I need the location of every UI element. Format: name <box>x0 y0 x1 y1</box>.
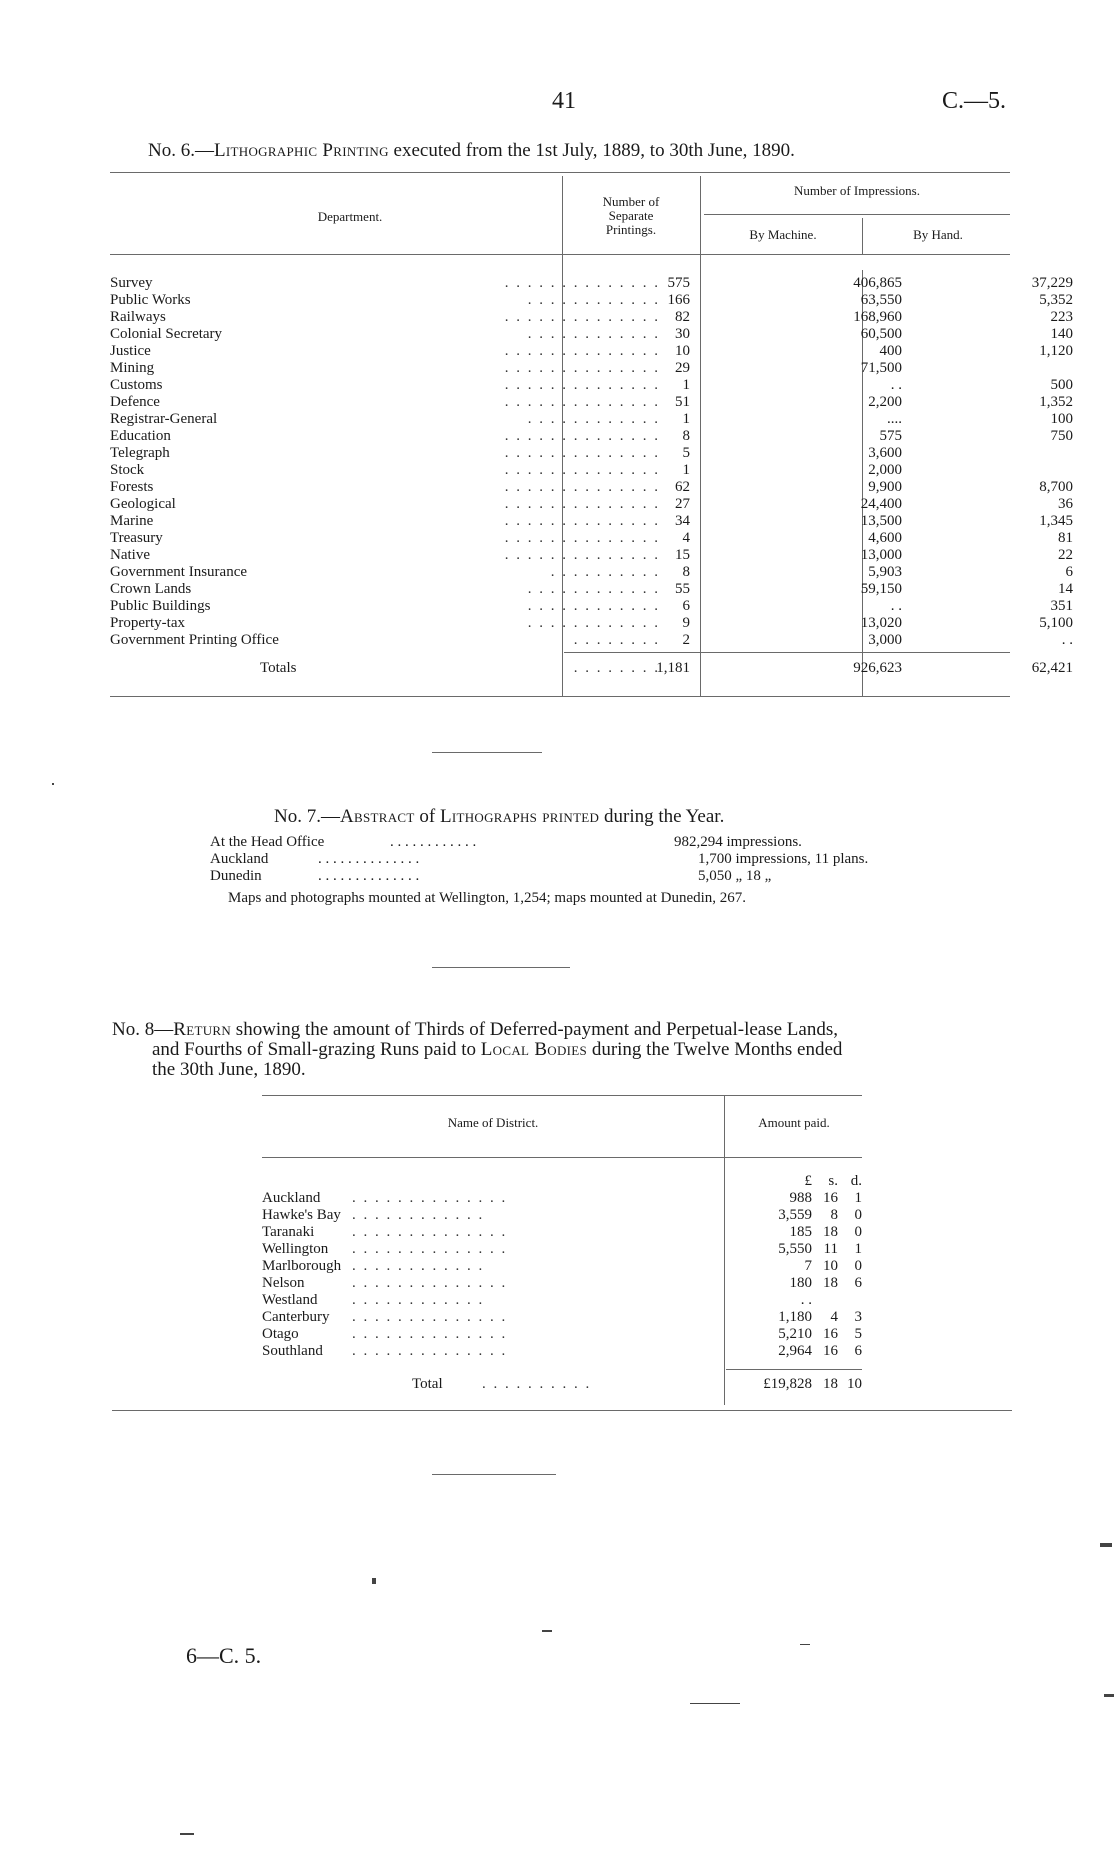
printings-value: 1 <box>682 462 690 478</box>
district-name: Taranaki <box>262 1224 315 1240</box>
machine-value: 63,550 <box>860 292 902 308</box>
printings-value: 8 <box>682 564 690 580</box>
department-name: Railways <box>110 309 166 325</box>
table8-title-line2-a: and Fourths of Small-grazing Runs paid to <box>152 1039 481 1060</box>
machine-value: 4,600 <box>868 530 902 546</box>
table6-number: No. 6.— <box>148 140 214 161</box>
hand-value: 5,352 <box>1039 292 1073 308</box>
table8-title-line1: showing the amount of Thirds of Deferred-payment and Perpetual-lease Lands, <box>231 1019 838 1040</box>
amount-pence: 0 <box>854 1224 862 1240</box>
table8-top-rule <box>262 1095 862 1096</box>
table-row <box>110 513 1073 530</box>
leader-dots: . . . . . . . . . . . . . . <box>504 479 660 495</box>
leader-dots: . . . . . . . . . . . . . . <box>504 394 660 410</box>
table8-header-amount: Amount paid. <box>758 1115 830 1130</box>
footer-reference: 6—C. 5. <box>186 1643 262 1668</box>
department-name: Property-tax <box>110 615 185 631</box>
department-name: Forests <box>110 479 154 495</box>
department-name: Registrar-General <box>110 411 218 427</box>
abstract-value: 1,700 impressions, 11 plans. <box>698 851 869 867</box>
totals-machine: 926,623 <box>853 660 902 676</box>
department-name: Geological <box>110 496 176 512</box>
page-number: 41 <box>552 88 576 114</box>
table-row <box>262 1292 862 1309</box>
amount-pounds: 7 <box>804 1258 812 1274</box>
machine-value: 60,500 <box>860 326 902 342</box>
amount-pence: 1 <box>854 1241 862 1257</box>
district-name: Hawke's Bay <box>262 1207 341 1223</box>
scan-speck <box>1104 1694 1114 1697</box>
table-row <box>110 326 1073 343</box>
section-divider <box>432 1474 556 1475</box>
leader-dots: . . . . . . . . . . <box>482 1376 592 1392</box>
district-name: Westland <box>262 1292 318 1308</box>
department-name: Stock <box>110 462 145 478</box>
amount-shillings: 18 <box>823 1275 838 1291</box>
table-row <box>110 598 1073 615</box>
machine-value: 13,000 <box>860 547 902 563</box>
department-name: Public Works <box>110 292 191 308</box>
hand-value: 14 <box>1058 581 1073 597</box>
district-name: Southland <box>262 1343 323 1359</box>
table7-title-caps1: Abstract <box>339 806 415 827</box>
unit-pounds: £ <box>804 1173 812 1189</box>
unit-shillings: s. <box>828 1173 838 1189</box>
abstract-value: 5,050 „ 18 „ <box>698 868 772 884</box>
table-row <box>110 275 1073 292</box>
table-row <box>110 411 1073 428</box>
table8-title-caps1: Return <box>173 1019 232 1040</box>
table-row <box>262 1309 862 1326</box>
department-name: Mining <box>110 360 155 376</box>
hand-value: 750 <box>1050 428 1073 444</box>
machine-value: 168,960 <box>853 309 902 325</box>
table8-title-caps2: Local Bodies <box>480 1039 588 1060</box>
units-row <box>262 1173 862 1190</box>
department-name: Treasury <box>110 530 163 546</box>
table-row <box>262 1241 862 1258</box>
leader-dots: . . . . . . . . . . . . . . <box>504 496 660 512</box>
machine-value: 9,900 <box>868 479 902 495</box>
table-row <box>262 1207 862 1224</box>
abstract-label: At the Head Office <box>210 834 325 850</box>
table8-title <box>112 1020 1012 1080</box>
leader-dots: . . . . . . . . . . . . . . <box>318 851 420 867</box>
hand-value: 22 <box>1058 547 1073 563</box>
printings-value: 8 <box>682 428 690 444</box>
hand-value: 140 <box>1050 326 1073 342</box>
amount-shillings: 10 <box>823 1258 838 1274</box>
amount-pounds: 180 <box>789 1275 812 1291</box>
table6-totals-row <box>110 660 1073 677</box>
district-name: Auckland <box>262 1190 321 1206</box>
amount-pence: 3 <box>854 1309 862 1325</box>
printings-value: 34 <box>675 513 690 529</box>
table-row <box>110 343 1073 360</box>
table-row <box>110 292 1073 309</box>
amount-pence: 0 <box>854 1207 862 1223</box>
amount-shillings: 11 <box>823 1241 838 1257</box>
leader-dots: . . . . . . . . . . . . <box>527 326 660 342</box>
table-row <box>110 564 1073 581</box>
machine-value: 2,000 <box>868 462 902 478</box>
scan-speck <box>52 783 54 785</box>
printings-value: 51 <box>675 394 690 410</box>
table-row <box>110 428 1073 445</box>
table-row <box>110 360 1010 377</box>
leader-dots: . . . . . . . . . . . . . . <box>504 275 660 291</box>
leader-dots: . . . . . . . . . . . . <box>527 615 660 631</box>
table8-total-row <box>262 1376 862 1393</box>
leader-dots: . . . . . . . . . . . . . . <box>504 547 660 563</box>
table6-top-rule <box>110 172 1010 173</box>
machine-value: 400 <box>879 343 902 359</box>
leader-dots: . . . . . . . . . . . . . . <box>504 530 660 546</box>
table8-number: No. 8— <box>112 1019 174 1040</box>
total-label: Total <box>412 1376 443 1392</box>
leader-dots: . . . . . . . . . . . . . . <box>352 1275 508 1291</box>
table6-header-machine: By Machine. <box>749 227 817 242</box>
leader-dots: . . . . . . . . . . . . <box>352 1292 485 1308</box>
leader-dots: . . . . . . . . . . . . . . <box>352 1309 508 1325</box>
total-shillings: 18 <box>823 1376 838 1392</box>
table8-title-line2 <box>112 1040 1012 1060</box>
leader-dots: . . . . . . . . . . . . . . <box>352 1343 508 1359</box>
table-row <box>262 1258 862 1275</box>
leader-dots: . . . . . . . . . . . . . . <box>504 462 660 478</box>
amount-pence: 6 <box>854 1275 862 1291</box>
amount-pounds: 5,550 <box>778 1241 812 1257</box>
machine-value: 24,400 <box>860 496 902 512</box>
leader-dots: . . . . . . . . . . . . . . <box>504 513 660 529</box>
table6-header-impressions: Number of Impressions. <box>793 183 920 198</box>
table6-bottom-rule <box>110 696 1010 697</box>
table6-header-hand: By Hand. <box>913 227 963 242</box>
department-name: Government Printing Office <box>110 632 279 648</box>
printings-value: 1 <box>682 411 690 427</box>
table8-header-district: Name of District. <box>447 1115 539 1130</box>
printings-value: 55 <box>675 581 690 597</box>
leader-dots: . . . . . . . . . . . . . . <box>318 868 420 884</box>
leader-dots: . . . . . . . . . . . . <box>527 411 660 427</box>
amount-shillings: 8 <box>830 1207 838 1223</box>
leader-dots: . . . . . . . . . . . . . . <box>352 1190 508 1206</box>
unit-pence: d. <box>850 1173 862 1189</box>
table-row <box>110 496 1073 513</box>
table6-header-printings-line1: Number of <box>602 194 660 209</box>
printings-value: 9 <box>682 615 690 631</box>
leader-dots: . . . . . . . . . . . . <box>390 834 477 850</box>
department-name: Telegraph <box>110 445 170 461</box>
machine-value: 2,200 <box>868 394 902 410</box>
abstract-row <box>210 868 910 885</box>
table-row <box>262 1190 862 1207</box>
amount-pence: 1 <box>854 1190 862 1206</box>
amount-pence: 0 <box>854 1258 862 1274</box>
table6-header-rule <box>110 254 1010 255</box>
machine-value: 3,000 <box>868 632 902 648</box>
printings-value: 10 <box>675 343 690 359</box>
leader-dots: . . . . . . . . . . . . . . <box>352 1326 508 1342</box>
leader-dots: . . . . . . . . . . . . . . <box>504 377 660 393</box>
leader-dots: . . . . . . . . . . . . . . <box>504 445 660 461</box>
amount-pounds: 1,180 <box>778 1309 812 1325</box>
leader-dots: . . . . . . . . <box>573 632 660 648</box>
hand-value: 1,120 <box>1039 343 1073 359</box>
printings-value: 1 <box>682 377 690 393</box>
department-name: Colonial Secretary <box>110 326 223 342</box>
table-row <box>110 394 1073 411</box>
machine-value: 5,903 <box>868 564 902 580</box>
hand-value: 500 <box>1050 377 1073 393</box>
table-row <box>262 1224 862 1241</box>
leader-dots: . . . . . . . . . . . . <box>527 292 660 308</box>
district-name: Otago <box>262 1326 299 1342</box>
leader-dots: . . . . . . . . . . . . . . <box>504 309 660 325</box>
leader-dots: . . . . . . . . <box>573 660 660 676</box>
hand-value: 1,345 <box>1039 513 1073 529</box>
machine-value: 59,150 <box>860 581 902 597</box>
hand-value: 100 <box>1050 411 1073 427</box>
district-name: Wellington <box>262 1241 329 1257</box>
scan-speck <box>180 1833 194 1835</box>
table6-subheader-divider <box>862 218 863 254</box>
abstract-label: Auckland <box>210 851 269 867</box>
table7-title-caps2: Lithographs printed <box>439 806 600 827</box>
amount-pounds: 2,964 <box>778 1343 812 1359</box>
machine-value: 575 <box>879 428 902 444</box>
leader-dots: . . . . . . . . . . . . . . <box>504 428 660 444</box>
hand-value: 36 <box>1058 496 1073 512</box>
abstract-row <box>210 851 910 868</box>
abstract-row <box>210 834 910 851</box>
table7-note: Maps and photographs mounted at Wellington, 1,254; maps mounted at Dunedin, 267. <box>228 890 747 906</box>
table-row <box>110 530 1073 547</box>
hand-value: 8,700 <box>1039 479 1073 495</box>
table7-number: No. 7.— <box>274 806 340 827</box>
abstract-label: Dunedin <box>210 868 262 884</box>
scan-speck <box>542 1630 552 1632</box>
table-row <box>110 632 1073 649</box>
table-row <box>262 1343 862 1360</box>
amount-shillings: 4 <box>830 1309 838 1325</box>
table8-title-line2-b: during the Twelve Months ended <box>587 1039 843 1060</box>
printings-value: 82 <box>675 309 690 325</box>
table6-header-printings-line3: Printings. <box>605 222 657 237</box>
table-row <box>110 309 1073 326</box>
machine-value: . . <box>890 598 902 614</box>
table8-title-line3: the 30th June, 1890. <box>152 1059 306 1080</box>
machine-value: 406,865 <box>853 275 902 291</box>
department-name: Native <box>110 547 150 563</box>
amount-shillings: 16 <box>823 1343 838 1359</box>
total-pounds: £19,828 <box>763 1376 812 1392</box>
table-row <box>110 581 1073 598</box>
department-name: Marine <box>110 513 154 529</box>
totals-hand: 62,421 <box>1031 660 1073 676</box>
hand-value: 6 <box>1065 564 1073 580</box>
printings-value: 62 <box>675 479 690 495</box>
printings-value: 2 <box>682 632 690 648</box>
printings-value: 6 <box>682 598 690 614</box>
table-row <box>110 462 1010 479</box>
leader-dots: . . . . . . . . . . . . <box>352 1207 485 1223</box>
table6-header-department: Department. <box>317 209 383 224</box>
printings-value: 575 <box>667 275 690 291</box>
table6-impressions-rule <box>704 214 1010 215</box>
totals-printings: 1,181 <box>656 660 690 676</box>
machine-value: 13,020 <box>860 615 902 631</box>
document-reference: C.—5. <box>942 88 1007 114</box>
table7-title-rest: during the Year. <box>599 806 725 827</box>
printings-value: 166 <box>667 292 690 308</box>
table8-total-rule <box>726 1369 862 1370</box>
amount-pounds: 3,559 <box>778 1207 812 1223</box>
amount-pence: 6 <box>854 1343 862 1359</box>
table-row <box>110 445 1010 462</box>
table7-title <box>274 806 724 828</box>
district-name: Nelson <box>262 1275 305 1291</box>
amount-pence: 5 <box>854 1326 862 1342</box>
hand-value: 351 <box>1050 598 1073 614</box>
table8-bottom-rule <box>112 1410 1012 1411</box>
machine-value: 13,500 <box>860 513 902 529</box>
amount-pounds: 988 <box>789 1190 812 1206</box>
table8-header-rule <box>262 1157 862 1158</box>
leader-dots: . . . . . . . . . . . . . . <box>352 1241 508 1257</box>
hand-value: 5,100 <box>1039 615 1073 631</box>
amount-pounds: . . <box>800 1292 812 1308</box>
district-name: Canterbury <box>262 1309 330 1325</box>
printings-value: 30 <box>675 326 690 342</box>
abstract-value: 982,294 impressions. <box>674 834 802 850</box>
department-name: Customs <box>110 377 163 393</box>
amount-pounds: 5,210 <box>778 1326 812 1342</box>
department-name: Education <box>110 428 171 444</box>
scan-speck <box>372 1578 376 1584</box>
amount-shillings: 16 <box>823 1190 838 1206</box>
table6-header-printings <box>566 195 696 237</box>
amount-pounds: 185 <box>789 1224 812 1240</box>
department-name: Government Insurance <box>110 564 248 580</box>
section-divider <box>432 752 542 753</box>
hand-value: . . <box>1061 632 1073 648</box>
table-row <box>110 377 1073 394</box>
department-name: Crown Lands <box>110 581 192 597</box>
machine-value: .... <box>887 411 902 427</box>
department-name: Public Buildings <box>110 598 211 614</box>
total-pence: 10 <box>847 1376 862 1392</box>
table-row <box>262 1275 862 1292</box>
leader-dots: . . . . . . . . . . . . <box>527 598 660 614</box>
machine-value: . . <box>890 377 902 393</box>
department-name: Justice <box>110 343 151 359</box>
table-row <box>110 547 1073 564</box>
hand-value: 1,352 <box>1039 394 1073 410</box>
hand-value: 37,229 <box>1031 275 1073 291</box>
printings-value: 27 <box>675 496 690 512</box>
department-name: Survey <box>110 275 153 291</box>
hand-value: 81 <box>1058 530 1073 546</box>
section-divider <box>432 967 570 968</box>
table-row <box>110 479 1073 496</box>
printings-value: 5 <box>682 445 690 461</box>
amount-shillings: 16 <box>823 1326 838 1342</box>
scan-speck <box>1100 1543 1112 1547</box>
table7-title-of: of <box>414 806 440 827</box>
scan-speck <box>800 1644 810 1645</box>
printings-value: 4 <box>682 530 690 546</box>
leader-dots: . . . . . . . . . . . . . . <box>504 360 660 376</box>
table-row <box>110 615 1073 632</box>
leader-dots: . . . . . . . . . . <box>550 564 660 580</box>
machine-value: 71,500 <box>860 360 902 376</box>
leader-dots: . . . . . . . . . . . . <box>527 581 660 597</box>
district-name: Marlborough <box>262 1258 342 1274</box>
department-name: Defence <box>110 394 160 410</box>
table6-title-caps: Lithographic Printing <box>213 140 389 161</box>
leader-dots: . . . . . . . . . . . . . . <box>504 343 660 359</box>
table6-header-printings-line2: Separate <box>608 208 654 223</box>
scan-speck <box>690 1703 740 1704</box>
table6-title-rest: executed from the 1st July, 1889, to 30th June, 1890. <box>388 140 795 161</box>
amount-shillings: 18 <box>823 1224 838 1240</box>
table6-totals-rule <box>564 652 1010 653</box>
leader-dots: . . . . . . . . . . . . . . <box>352 1224 508 1240</box>
printings-value: 29 <box>675 360 690 376</box>
printings-value: 15 <box>675 547 690 563</box>
table6-title <box>148 140 795 162</box>
machine-value: 3,600 <box>868 445 902 461</box>
leader-dots: . . . . . . . . . . . . <box>352 1258 485 1274</box>
table-row <box>262 1326 862 1343</box>
hand-value: 223 <box>1050 309 1073 325</box>
totals-label: Totals <box>260 660 297 676</box>
